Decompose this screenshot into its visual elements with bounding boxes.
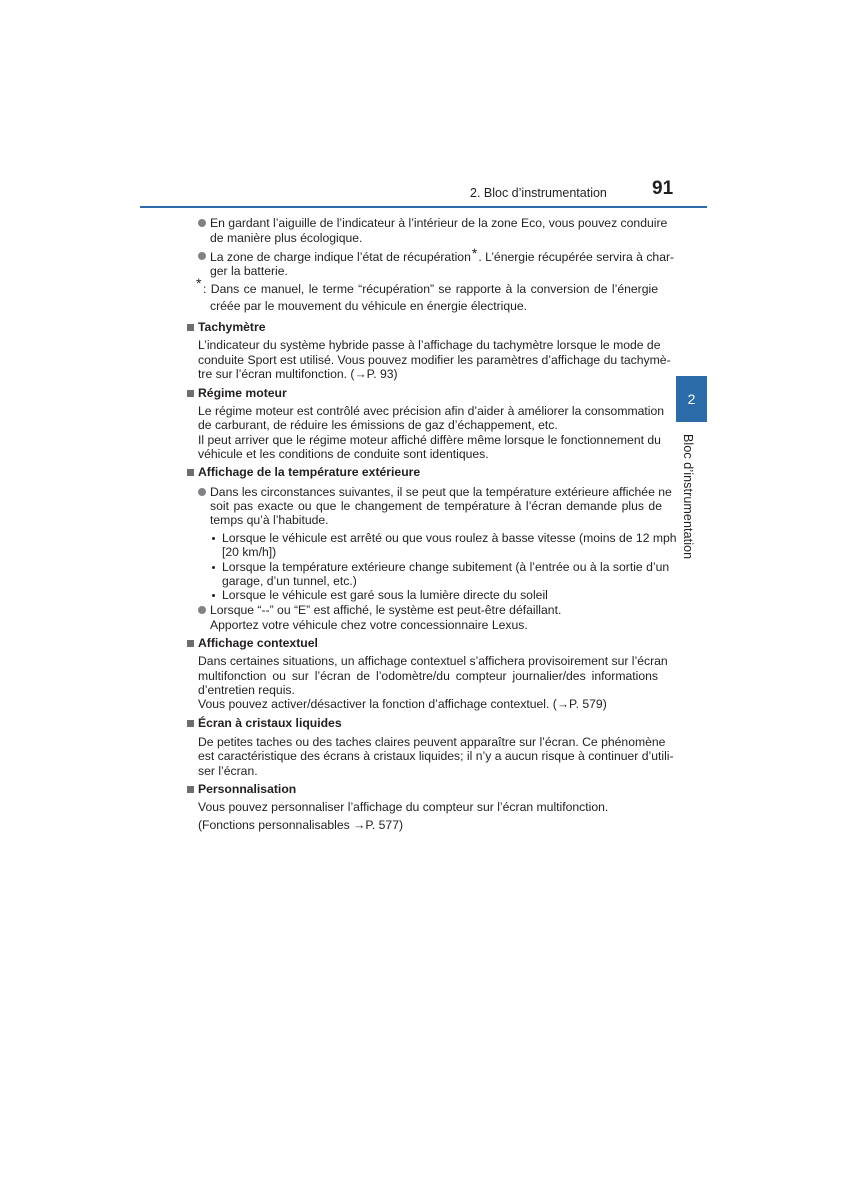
regime-line-3: Il peut arriver que le régime moteur affiché diffère même lorsque le fonctionnement du (198, 433, 661, 447)
section-heading-personnalisation: Personnalisation (198, 782, 297, 796)
temperature-subitem-1-line-1: Lorsque le véhicule est arrêté ou que vous roulez à basse vitesse (moins de 12 mph (222, 531, 677, 545)
contextuel-line-1: Dans certaines situations, un affichage contextuel s’affichera provisoirement sur l’écran (198, 654, 668, 668)
section-square-icon (187, 390, 194, 397)
intro-bullet-1-line-1: En gardant l’aiguille de l’indicateur à l’intérieur de la zone Eco, vous pouvez conduire (210, 216, 668, 230)
bullet-dot-icon (198, 606, 206, 614)
sub-bullet-icon (212, 537, 215, 540)
temperature-subitem-2-line-2: garage, d’un tunnel, etc.) (222, 574, 357, 588)
section-square-icon (187, 720, 194, 727)
contextuel-line-2: multifonction ou sur l’écran de l’odomètre/du compteur journalier/des informations (198, 669, 658, 683)
personnalisation-line-1: Vous pouvez personnaliser l’affichage du compteur sur l’écran multifonction. (198, 800, 609, 814)
regime-line-2: de carburant, de réduire les émissions de gaz d’échappement, etc. (198, 418, 558, 432)
intro-bullet-1-line-2: de manière plus écologique. (210, 231, 363, 245)
temperature-subitem-2-line-1: Lorsque la température extérieure change subitement (à l’entrée ou à la sortie d’un (222, 560, 670, 574)
section-heading-ecran-cristaux: Écran à cristaux liquides (198, 716, 342, 730)
chapter-label: Bloc d’instrumentation (681, 434, 695, 560)
tachymetre-line-1: L’indicateur du système hybride passe à l’affichage du tachymètre lorsque le mode de (198, 338, 661, 352)
tachymetre-line-3: tre sur l’écran multifonction. (→P. 93) (198, 367, 398, 381)
ecran-line-3: ser l’écran. (198, 764, 258, 778)
ecran-line-2: est caractéristique des écrans à cristaux liquides; il n’y a aucun risque à continuer d’utili- (198, 749, 674, 763)
intro-bullet-2-text-b: . L’énergie récupérée servira à char- (478, 250, 675, 264)
contextuel-line-3: d’entretien requis. (198, 683, 295, 697)
temperature-bullet-1-line-3: temps qu’à l’habitude. (210, 513, 329, 527)
section-heading-tachymetre: Tachymètre (198, 320, 266, 334)
bullet-dot-icon (198, 252, 206, 260)
page-number: 91 (652, 178, 674, 199)
chapter-number: 2 (687, 391, 696, 407)
section-square-icon (187, 640, 194, 647)
section-square-icon (187, 786, 194, 793)
section-heading-temperature: Affichage de la température extérieure (198, 465, 421, 479)
section-heading-affichage-contextuel: Affichage contextuel (198, 636, 318, 650)
footnote-marker: * (196, 275, 202, 291)
sub-bullet-icon (212, 594, 215, 597)
intro-bullet-2-text-a: La zone de charge indique l’état de récupération (210, 250, 471, 264)
contextuel-line-4: Vous pouvez activer/désactiver la fonction d’affichage contextuel. (→P. 579) (198, 697, 607, 711)
footnote-line-1: : Dans ce manuel, le terme “récupération” se rapporte à la conversion de l’énergie (203, 282, 658, 296)
regime-line-4: véhicule et les conditions de conduite sont identiques. (198, 447, 489, 461)
bullet-dot-icon (198, 488, 206, 496)
section-heading-regime-moteur: Régime moteur (198, 386, 287, 400)
footnote-ref-marker: * (471, 245, 478, 261)
temperature-subitem-3-line-1: Lorsque le véhicule est garé sous la lumière directe du soleil (222, 588, 548, 602)
section-square-icon (187, 324, 194, 331)
temperature-subitem-1-line-2: [20 km/h]) (222, 545, 277, 559)
intro-bullet-2-line-2: ger la batterie. (210, 264, 288, 278)
bullet-dot-icon (198, 219, 206, 227)
temperature-bullet-2-line-2: Apportez votre véhicule chez votre concessionnaire Lexus. (210, 618, 528, 632)
temperature-bullet-1-line-2: soit pas exacte ou que le changement de température à l’écran demande plus de (210, 499, 662, 513)
intro-bullet-2-line-1 (210, 245, 675, 265)
temperature-bullet-1-line-1: Dans les circonstances suivantes, il se peut que la température extérieure affichée ne (210, 485, 672, 499)
ecran-line-1: De petites taches ou des taches claires peuvent apparaître sur l’écran. Ce phénomène (198, 735, 666, 749)
sub-bullet-icon (212, 566, 215, 569)
footnote-line-2: créée par le mouvement du véhicule en énergie électrique. (210, 299, 528, 313)
section-square-icon (187, 469, 194, 476)
regime-line-1: Le régime moteur est contrôlé avec précision afin d’aider à améliorer la consommation (198, 404, 665, 418)
personnalisation-line-2: (Fonctions personnalisables →P. 577) (198, 818, 404, 832)
temperature-bullet-2-line-1: Lorsque “--” ou “E” est affiché, le système est peut-être défaillant. (210, 603, 562, 617)
tachymetre-line-2: conduite Sport est utilisé. Vous pouvez modifier les paramètres d’affichage du tachymè- (198, 353, 671, 367)
running-header-title: 2. Bloc d’instrumentation (470, 186, 607, 200)
